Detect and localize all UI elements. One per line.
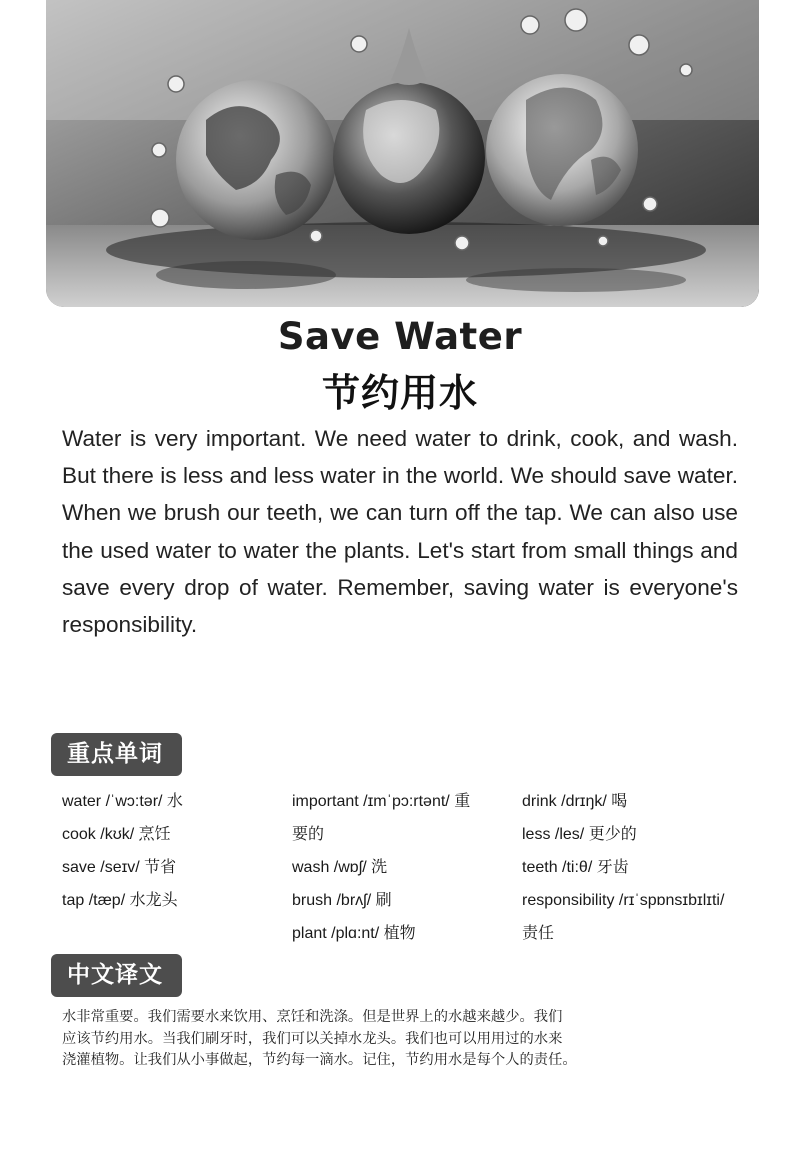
vocab-item: important /ɪmˈpɔ:rtənt/ 重 [292, 793, 471, 810]
vocab-item: less /les/ 更少的 [522, 826, 637, 843]
vocabulary-heading: 重点单词 [51, 733, 182, 776]
translation-line: 浇灌植物。让我们从小事做起，节约每一滴水。记住，节约用水是每个人的责任。 [62, 1052, 577, 1068]
vocab-item: save /seɪv/ 节省 [62, 859, 177, 876]
vocab-item: drink /drɪŋk/ 喝 [522, 793, 628, 810]
vocab-item: 责任 [522, 925, 555, 942]
title-chinese: 节约用水 [321, 371, 478, 415]
globe-left [176, 80, 336, 240]
vocab-item: 要的 [292, 826, 325, 843]
vocab-item: cook /kʊk/ 烹饪 [62, 826, 171, 843]
chinese-translation [62, 1007, 662, 1072]
vocab-item: wash /wɒʃ/ 洗 [292, 859, 388, 876]
vocabulary-column-2 [292, 785, 507, 950]
vocab-item: tap /tæp/ 水龙头 [62, 892, 178, 909]
vocabulary-column-3 [522, 785, 757, 950]
reading-passage: Water is very important. We need water to drink, cook, and wash. But there is less and less water in the world. We should save water. When we brush our teeth, we can turn off the tap. We can also use the used water to water the plants. Let's start from small things and save every drop of water. Remember, saving water is everyone's responsibility. [62, 426, 738, 638]
hero-illustration [46, 0, 759, 307]
translation-heading: 中文译文 [51, 954, 182, 997]
title-english: Save Water [277, 315, 523, 358]
vocab-item: teeth /ti:θ/ 牙齿 [522, 859, 629, 876]
vocabulary-column-1 [62, 785, 282, 917]
translation-line: 水非常重要。我们需要水来饮用、烹饪和洗涤。但是世界上的水越来越少。我们 [62, 1009, 563, 1025]
vocab-item: brush /brʌʃ/ 刷 [292, 892, 392, 909]
vocab-item: responsibility /rɪˈspɒnsɪbɪlɪti/ [522, 892, 725, 909]
translation-line: 应该节约用水。当我们刷牙时，我们可以关掉水龙头。我们也可以用用过的水来 [62, 1030, 563, 1047]
vocab-item: water /ˈwɔ:tər/ 水 [62, 793, 183, 810]
vocab-item: plant /plɑ:nt/ 植物 [292, 925, 416, 942]
globe-right [486, 74, 638, 226]
